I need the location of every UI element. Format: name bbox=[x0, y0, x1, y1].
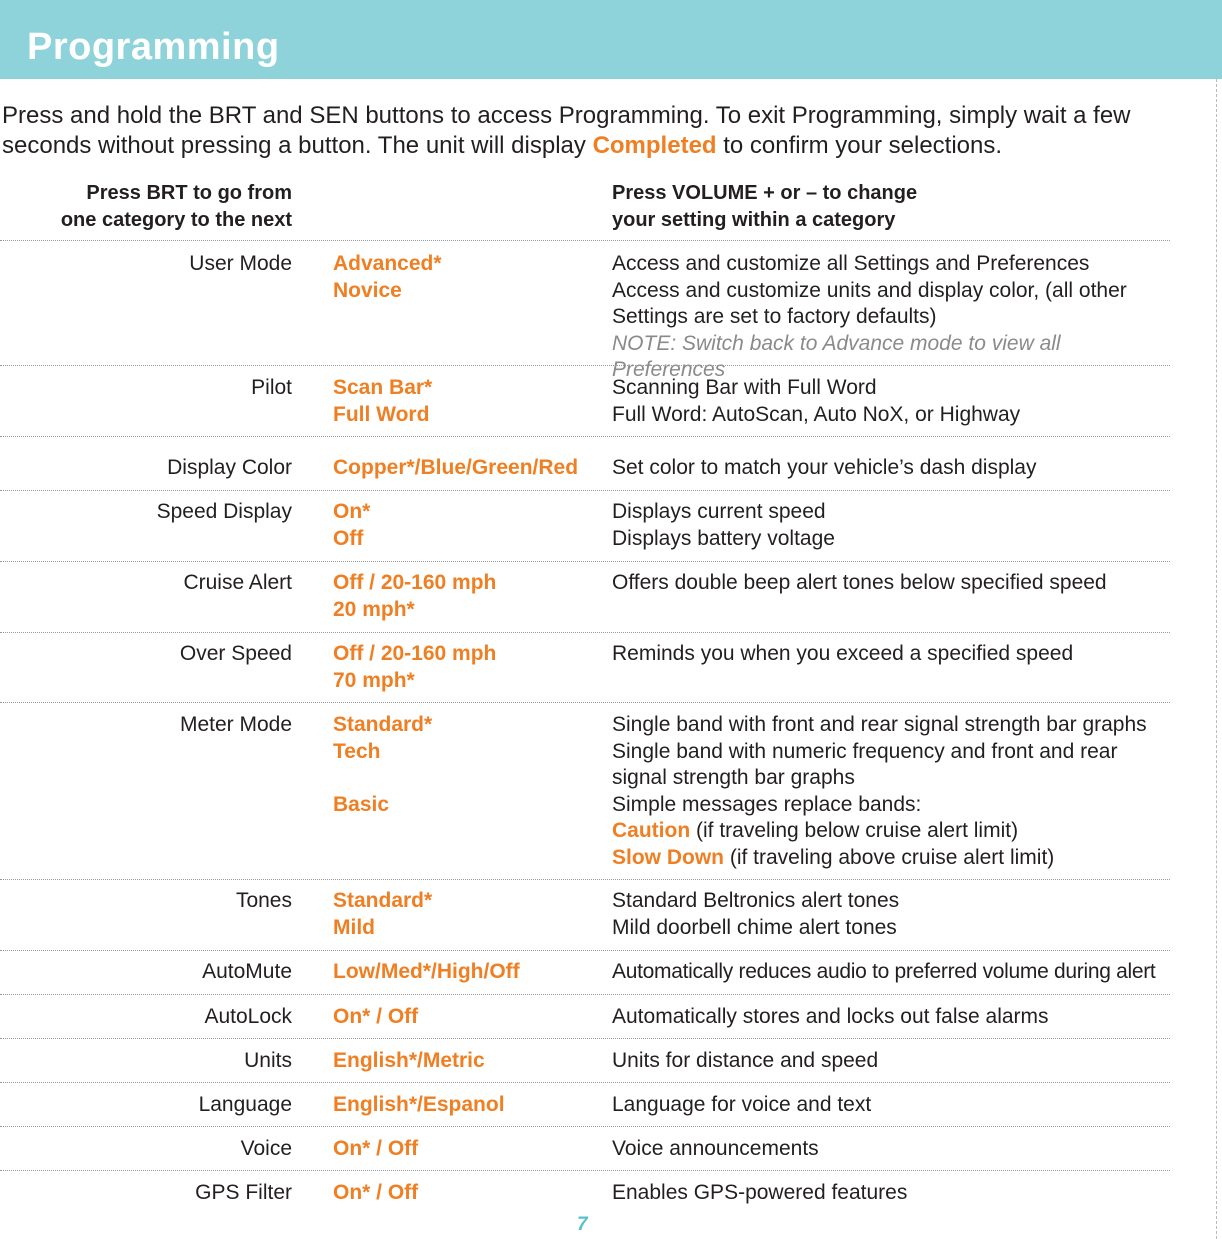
descriptions bbox=[612, 1092, 1172, 1119]
column-headers bbox=[0, 180, 1222, 236]
header-line: Press BRT to go from bbox=[86, 182, 292, 204]
slow-down-text: (if traveling above cruise alert limit) bbox=[724, 845, 1055, 869]
description: Automatically stores and locks out false alarms bbox=[612, 1005, 1049, 1028]
right-column-header bbox=[612, 180, 917, 234]
category-label: Voice bbox=[240, 1137, 292, 1160]
caution-label: Caution bbox=[612, 819, 691, 842]
header-bar bbox=[0, 0, 1222, 79]
option-value: Off bbox=[333, 526, 364, 550]
option-value: On* / Off bbox=[333, 1005, 419, 1028]
category-label: Speed Display bbox=[156, 500, 292, 523]
description: Scanning Bar with Full Word bbox=[612, 376, 877, 399]
option-value: Off / 20-160 mph bbox=[333, 571, 497, 594]
option-value: Standard* bbox=[333, 713, 433, 736]
page-title: Programming bbox=[27, 26, 280, 68]
description: signal strength bar graphs bbox=[612, 766, 855, 789]
category-label: User Mode bbox=[189, 252, 292, 275]
row-divider bbox=[0, 490, 1170, 491]
option-value: Full Word bbox=[333, 402, 430, 426]
row-divider bbox=[0, 702, 1170, 703]
options bbox=[333, 251, 442, 304]
slow-down-label: Slow Down bbox=[612, 845, 724, 869]
option-value: Scan Bar* bbox=[333, 376, 433, 399]
page-edge-rule bbox=[1216, 79, 1217, 1239]
category-label: Units bbox=[244, 1049, 292, 1072]
descriptions bbox=[612, 499, 1172, 552]
options bbox=[333, 570, 496, 623]
row-divider bbox=[0, 365, 1170, 366]
options bbox=[333, 1180, 418, 1207]
category-label: Language bbox=[198, 1093, 292, 1116]
descriptions bbox=[612, 1136, 1172, 1163]
completed-highlight: Completed bbox=[592, 132, 717, 159]
option-spacer bbox=[333, 765, 432, 792]
description: Offers double beep alert tones below specified speed bbox=[612, 571, 1107, 594]
options bbox=[333, 888, 432, 941]
option-value: Mild bbox=[333, 915, 375, 939]
description: Voice announcements bbox=[612, 1137, 819, 1160]
descriptions bbox=[612, 375, 1172, 428]
options bbox=[333, 455, 578, 482]
descriptions bbox=[612, 959, 1172, 986]
row-divider bbox=[0, 1170, 1170, 1171]
options bbox=[333, 959, 520, 986]
option-value: 20 mph* bbox=[333, 597, 415, 621]
header-line: one category to the next bbox=[60, 209, 292, 231]
description: Settings are set to factory defaults) bbox=[612, 305, 937, 328]
slow-down-line bbox=[612, 845, 1172, 872]
descriptions bbox=[612, 570, 1172, 597]
option-value: Off / 20-160 mph bbox=[333, 642, 497, 665]
options bbox=[333, 1136, 418, 1163]
description: Displays battery voltage bbox=[612, 526, 835, 550]
option-value: Low/Med*/High/Off bbox=[333, 960, 520, 983]
description: Reminds you when you exceed a specified speed bbox=[612, 642, 1074, 665]
description: Units for distance and speed bbox=[612, 1049, 879, 1072]
page-number: 7 bbox=[577, 1214, 588, 1235]
options bbox=[333, 712, 432, 818]
category-label: GPS Filter bbox=[195, 1181, 292, 1204]
category-label: AutoMute bbox=[202, 960, 292, 983]
option-value: On* / Off bbox=[333, 1137, 419, 1160]
description: Full Word: AutoScan, Auto NoX, or Highway bbox=[612, 402, 1021, 426]
category-label: Tones bbox=[235, 889, 292, 912]
option-value: Copper*/Blue/Green/Red bbox=[333, 456, 579, 479]
intro-text-end: to confirm your selections. bbox=[716, 132, 1003, 159]
row-divider bbox=[0, 240, 1170, 241]
descriptions bbox=[612, 251, 1172, 384]
options bbox=[333, 641, 496, 694]
descriptions bbox=[612, 1004, 1172, 1031]
row-divider bbox=[0, 1082, 1170, 1083]
descriptions bbox=[612, 1048, 1172, 1075]
descriptions bbox=[612, 712, 1172, 871]
caution-line bbox=[612, 818, 1172, 845]
intro-paragraph bbox=[2, 101, 1202, 161]
description: Standard Beltronics alert tones bbox=[612, 889, 900, 912]
options bbox=[333, 1048, 485, 1075]
category-label: Cruise Alert bbox=[183, 571, 292, 594]
option-value: Standard* bbox=[333, 889, 433, 912]
option-value: 70 mph* bbox=[333, 668, 415, 692]
option-value: Novice bbox=[333, 278, 402, 302]
options bbox=[333, 499, 370, 552]
category-label: Meter Mode bbox=[179, 713, 292, 736]
header-line: Press VOLUME + or – to change bbox=[612, 182, 918, 204]
row-divider bbox=[0, 994, 1170, 995]
options bbox=[333, 1004, 418, 1031]
row-divider bbox=[0, 1126, 1170, 1127]
option-value: On* / Off bbox=[333, 1181, 419, 1204]
description: Access and customize units and display color, (all other bbox=[612, 278, 1127, 302]
row-divider bbox=[0, 950, 1170, 951]
descriptions bbox=[612, 1180, 1172, 1207]
descriptions bbox=[612, 455, 1172, 482]
category-label: Pilot bbox=[251, 376, 292, 399]
option-value: On* bbox=[333, 500, 371, 523]
option-value: Basic bbox=[333, 792, 390, 816]
category-label: Over Speed bbox=[179, 642, 292, 665]
row-divider bbox=[0, 561, 1170, 562]
caution-text: (if traveling below cruise alert limit) bbox=[690, 819, 1019, 842]
description: Automatically reduces audio to preferred volume during alert bbox=[612, 960, 1156, 983]
header-line: your setting within a category bbox=[612, 209, 896, 231]
intro-text: Press and hold the BRT and SEN buttons to access Programming. To exit Programming, simply wait a few seconds without pressing a button. The unit will display bbox=[2, 102, 1131, 159]
description: Enables GPS-powered features bbox=[612, 1181, 908, 1204]
category-label: Display Color bbox=[167, 456, 292, 479]
left-column-header bbox=[61, 180, 292, 234]
row-divider bbox=[0, 1038, 1170, 1039]
option-value: English*/Metric bbox=[333, 1049, 485, 1072]
note: NOTE: Switch back to Advance mode to view all Preferences bbox=[612, 331, 1061, 381]
option-value: Advanced* bbox=[333, 252, 442, 275]
option-value: Tech bbox=[333, 739, 381, 763]
description: Access and customize all Settings and Preferences bbox=[612, 252, 1090, 275]
category-label: AutoLock bbox=[204, 1005, 292, 1028]
description: Displays current speed bbox=[612, 500, 826, 523]
descriptions bbox=[612, 641, 1172, 668]
descriptions bbox=[612, 888, 1172, 941]
row-divider bbox=[0, 436, 1170, 437]
options bbox=[333, 375, 432, 428]
description: Language for voice and text bbox=[612, 1093, 872, 1116]
description: Simple messages replace bands: bbox=[612, 792, 922, 816]
option-value: English*/Espanol bbox=[333, 1093, 505, 1116]
description: Mild doorbell chime alert tones bbox=[612, 915, 897, 939]
description: Set color to match your vehicle’s dash display bbox=[612, 456, 1037, 479]
row-divider bbox=[0, 632, 1170, 633]
description: Single band with numeric frequency and front and rear bbox=[612, 739, 1118, 763]
row-divider bbox=[0, 879, 1170, 880]
description: Single band with front and rear signal strength bar graphs bbox=[612, 713, 1147, 736]
options bbox=[333, 1092, 505, 1119]
